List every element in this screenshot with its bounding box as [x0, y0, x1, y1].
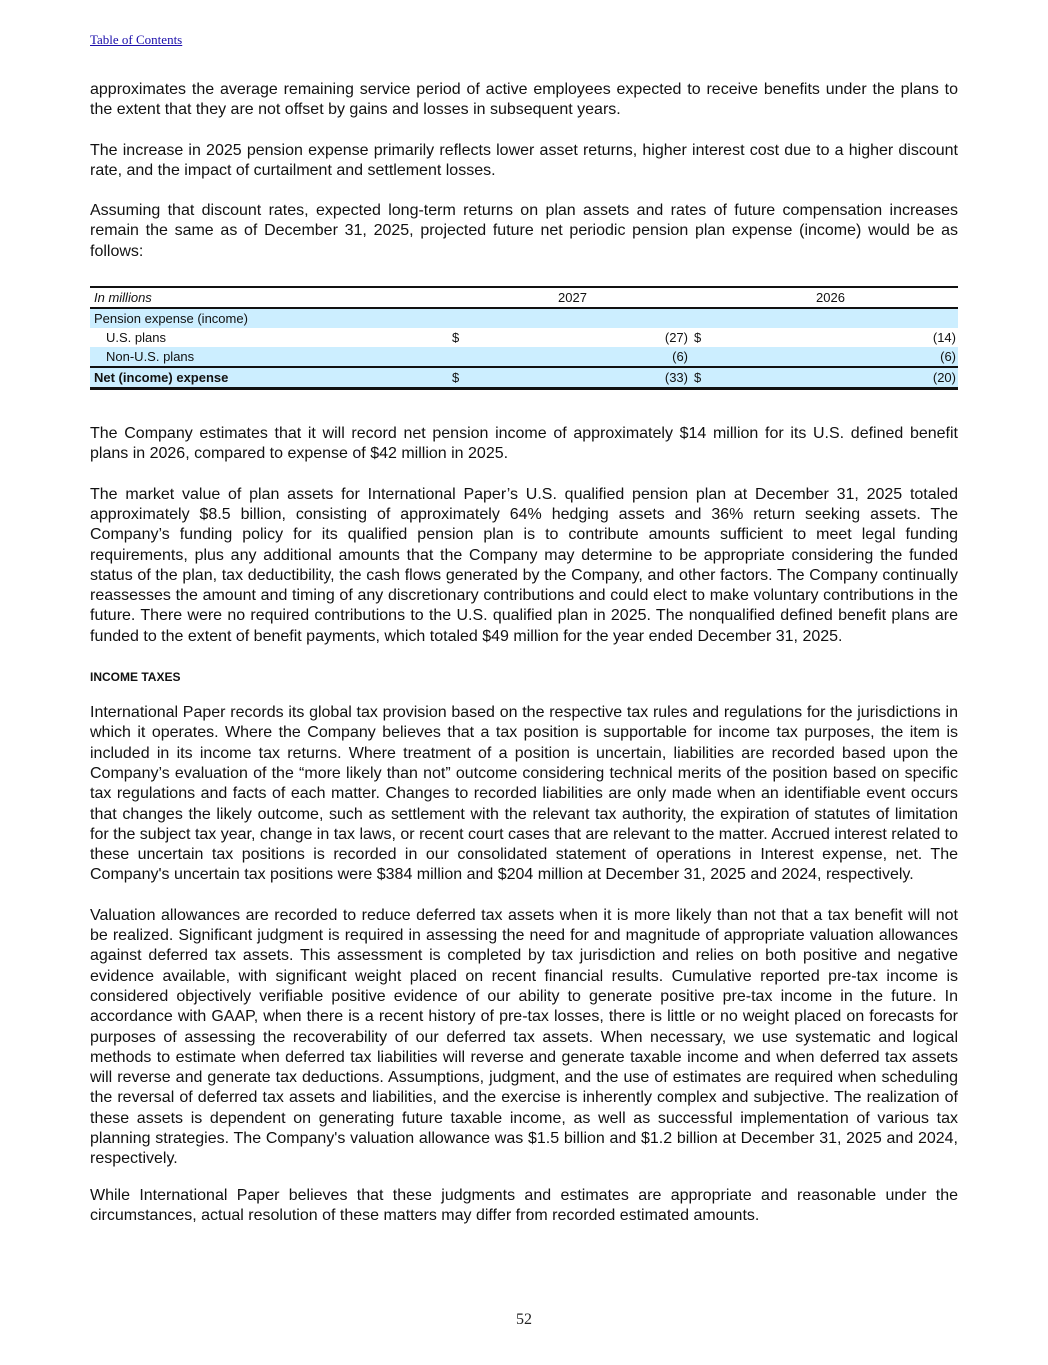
section-heading-income-taxes: INCOME TAXES [90, 670, 181, 685]
paragraph-net-pension-income: The Company estimates that it will record net pension income of approximately $14 million for its U.S. defined benefit plans in 2026, compared to expense of $42 million in 2025. [90, 425, 958, 463]
value-2027: (6) [470, 347, 690, 367]
pension-expense-table [90, 286, 958, 390]
value-2027: (33) [470, 367, 690, 389]
paragraph-plan-assets: The market value of plan assets for International Paper’s U.S. qualified pension plan at December 31, 2025 totaled approximately $8.5 billion, consisting of approximately 64% hedging assets and 36% return seeking assets. The Company’s funding policy for its qualified pension plan is to contribute amounts sufficient to meet legal funding requirements, plus any additional amounts that the Company may determine to be appropriate considering the funded status of the plan, tax deductibility, the cash flows generated by the Company, and other factors. The Company continually reassesses the amount and timing of any discretionary contributions and could elect to make voluntary contributions in the future. There were no required contributions to the U.S. qualified plan in 2025. The nonqualified defined benefit plans are funded to the extent of benefit payments, which totaled $49 million for the year ended December 31, 2025. [90, 485, 958, 645]
unit-label: In millions [90, 287, 448, 308]
paragraph-service-period: approximates the average remaining service period of active employees expected to receive benefits under the plans to the extent that they are not offset by gains and losses in subsequent years. [90, 81, 958, 119]
table-row [90, 328, 958, 347]
table-of-contents-link[interactable]: Table of Contents [90, 32, 183, 47]
table-section-row [90, 308, 958, 328]
paragraph-pension-expense-increase: The increase in 2025 pension expense primarily reflects lower asset returns, higher interest cost due to a higher discount rate, and the impact of curtailment and settlement losses. [90, 141, 958, 179]
table-total-row [90, 367, 958, 389]
row-label: Non-U.S. plans [90, 347, 448, 367]
currency-symbol: $ [690, 367, 712, 389]
currency-symbol: $ [690, 328, 712, 347]
paragraph-tax-provision: International Paper records its global tax provision based on the respective tax rules and regulations for the jurisdictions in which it operates. Where the Company believes that a tax position is supportable for income tax purposes, the item is included in its income tax returns. Where treatment of a position is uncertain, liabilities are recorded based upon the Company’s evaluation of the “more likely than not” outcome considering technical merits of the position based on specific tax regulations and facts of each matter. Changes to recorded liabilities are only made when an identifiable event occurs that changes the likely outcome, such as settlement with the relevant tax authority, the expiration of statutes of limitation for the subject tax year, change in tax laws, or recent court cases that are relevant to the matter. Accrued interest related to these uncertain tax positions is recorded in our consolidated statement of operations in Interest expense, net. The Company's uncertain tax positions were $384 million and $204 million at December 31, 2025 and 2024, respectively. [90, 704, 959, 884]
paragraph-valuation-allowances: Valuation allowances are recorded to reduce deferred tax assets when it is more likely than not that a tax benefit will not be realized. Significant judgment is required in assessing the need for and magnitude of appropriate valuation allowances against deferred tax assets. This assessment is completed by tax jurisdiction and relies on both positive and negative evidence available, with significant weight placed on recent financial results. Cumulative reported pre-tax income is considered objectively verifiable positive evidence of our ability to generate positive pre-tax income in the future. In accordance with GAAP, when there is a recent history of pre-tax losses, there is little or no weight placed on forecasts for purposes of assessing the recoverability of our deferred tax assets. When necessary, we use systematic and logical methods to estimate when deferred tax liabilities will reverse and generate taxable income and when deferred tax assets will reverse and generate tax deductions. Assumptions, judgment, and the use of estimates are required when scheduling the reversal of deferred tax assets and liabilities, and the exercise is inherently complex and subjective. The realization of these assets is dependent on generating future taxable income, as well as successful implementation of various tax planning strategies. The Company's valuation allowance was $1.5 billion and $1.2 billion at December 31, 2025 and 2024, respectively. [90, 906, 958, 1168]
currency-symbol [690, 347, 712, 367]
row-label: Net (income) expense [90, 367, 448, 389]
row-label: U.S. plans [90, 328, 448, 347]
column-header-2027: 2027 [470, 287, 690, 308]
section-label: Pension expense (income) [90, 308, 448, 328]
currency-symbol: $ [448, 367, 470, 389]
table-header-row [90, 287, 958, 308]
column-header-2026: 2026 [712, 287, 958, 308]
currency-symbol: $ [448, 328, 470, 347]
page-number: 52 [516, 1311, 532, 1328]
page-content [90, 80, 958, 1226]
value-2026: (20) [712, 367, 958, 389]
currency-symbol [448, 347, 470, 367]
paragraph-judgments-estimates: While International Paper believes that these judgments and estimates are appropriate and reasonable under the circumstances, actual resolution of these matters may differ from recorded estimated amounts. [90, 1186, 958, 1224]
paragraph-projection-assumptions: Assuming that discount rates, expected long-term returns on plan assets and rates of future compensation increases remain the same as of December 31, 2025, projected future net periodic pension plan expense (income) would be as follows: [90, 202, 958, 260]
value-2026: (6) [712, 347, 958, 367]
value-2026: (14) [712, 328, 958, 347]
value-2027: (27) [470, 328, 690, 347]
table-row [90, 347, 958, 367]
